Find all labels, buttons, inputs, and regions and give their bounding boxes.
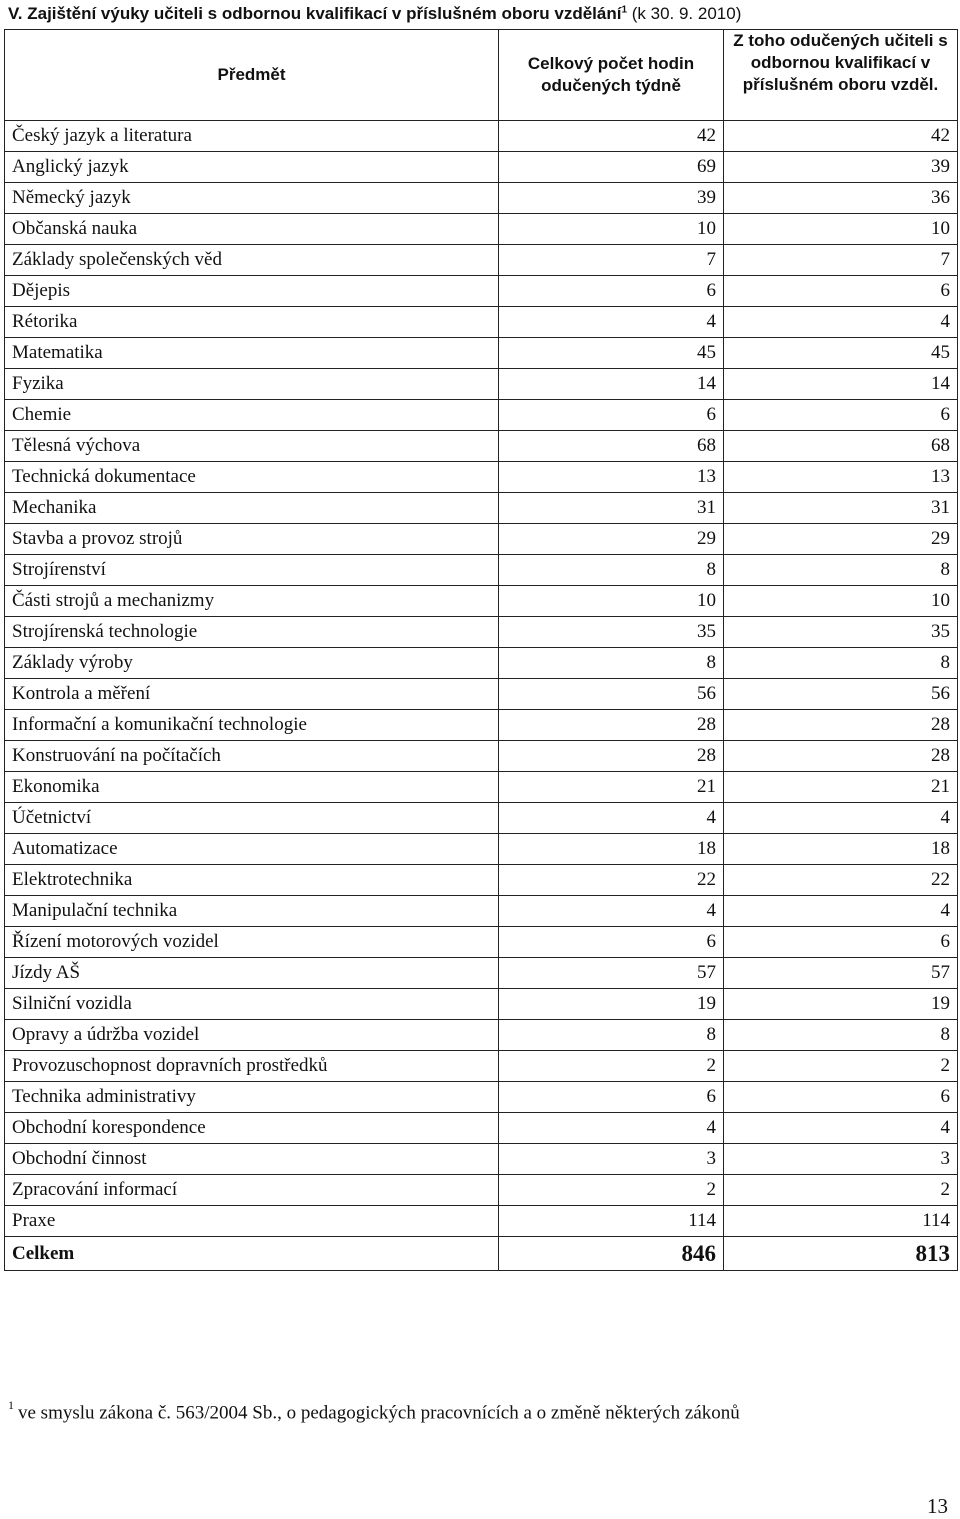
total-hours-cell: 6 [499, 1082, 724, 1113]
subject-cell: Tělesná výchova [5, 431, 499, 462]
subject-cell: Německý jazyk [5, 183, 499, 214]
table-row [5, 276, 958, 307]
qualified-hours-cell: 28 [724, 710, 958, 741]
qualified-hours-cell: 6 [724, 276, 958, 307]
qualified-hours-cell: 2 [724, 1175, 958, 1206]
table-row [5, 524, 958, 555]
subject-cell: Matematika [5, 338, 499, 369]
table-row [5, 989, 958, 1020]
subject-cell: Anglický jazyk [5, 152, 499, 183]
total-hours-cell: 56 [499, 679, 724, 710]
total-hours-cell: 114 [499, 1206, 724, 1237]
table-row [5, 1113, 958, 1144]
qualified-hours-cell: 39 [724, 152, 958, 183]
qualified-hours-cell: 35 [724, 617, 958, 648]
table-row [5, 431, 958, 462]
qualified-hours-cell: 22 [724, 865, 958, 896]
total-hours-cell: 13 [499, 462, 724, 493]
total-hours-cell: 28 [499, 710, 724, 741]
subject-cell: Konstruování na počítačích [5, 741, 499, 772]
total-hours-cell: 6 [499, 276, 724, 307]
total-hours-cell: 4 [499, 896, 724, 927]
subject-cell: Jízdy AŠ [5, 958, 499, 989]
table-row [5, 462, 958, 493]
total-hours-cell: 8 [499, 648, 724, 679]
qualified-hours-cell: 4 [724, 896, 958, 927]
table-row [5, 369, 958, 400]
table-row [5, 741, 958, 772]
table-row [5, 555, 958, 586]
total-hours-cell: 22 [499, 865, 724, 896]
total-hours-cell: 19 [499, 989, 724, 1020]
table-row [5, 648, 958, 679]
subject-cell: Části strojů a mechanizmy [5, 586, 499, 617]
teaching-qualification-table [4, 29, 958, 1271]
footnote-mark: 1 [8, 1398, 14, 1412]
table-row [5, 586, 958, 617]
subject-cell: Dějepis [5, 276, 499, 307]
heading-footnote-mark: 1 [621, 4, 628, 16]
qualified-hours-cell: 29 [724, 524, 958, 555]
table-total-row [5, 1237, 958, 1271]
heading-text: V. Zajištění výuky učiteli s odbornou kvalifikací v příslušném oboru vzdělání [8, 4, 622, 23]
qualified-hours-cell: 4 [724, 307, 958, 338]
page-number: 13 [927, 1494, 948, 1518]
table-row [5, 152, 958, 183]
qualified-hours-cell: 114 [724, 1206, 958, 1237]
subject-cell: Základy výroby [5, 648, 499, 679]
table-row [5, 245, 958, 276]
qualified-hours-cell: 3 [724, 1144, 958, 1175]
subject-cell: Občanská nauka [5, 214, 499, 245]
total-hours-cell: 69 [499, 152, 724, 183]
total-hours-cell: 6 [499, 400, 724, 431]
table-row [5, 679, 958, 710]
total-hours-cell: 68 [499, 431, 724, 462]
qualified-hours-cell: 21 [724, 772, 958, 803]
qualified-hours-cell: 6 [724, 927, 958, 958]
total-hours-cell: 2 [499, 1175, 724, 1206]
subject-cell: Elektrotechnika [5, 865, 499, 896]
table-row [5, 307, 958, 338]
table-row [5, 834, 958, 865]
table-row [5, 865, 958, 896]
table-row [5, 1051, 958, 1082]
table-row [5, 1020, 958, 1051]
total-hours-cell: 21 [499, 772, 724, 803]
subject-cell: Český jazyk a literatura [5, 121, 499, 152]
table-row [5, 803, 958, 834]
total-hours-cell: 6 [499, 927, 724, 958]
table-row [5, 896, 958, 927]
total-hours-cell: 57 [499, 958, 724, 989]
total-hours-cell: 3 [499, 1144, 724, 1175]
subject-cell: Strojírenská technologie [5, 617, 499, 648]
subject-cell: Informační a komunikační technologie [5, 710, 499, 741]
subject-cell: Mechanika [5, 493, 499, 524]
qualified-hours-cell: 10 [724, 586, 958, 617]
qualified-hours-cell: 813 [724, 1237, 958, 1271]
table-row [5, 772, 958, 803]
qualified-hours-cell: 45 [724, 338, 958, 369]
subject-cell: Automatizace [5, 834, 499, 865]
table-row [5, 214, 958, 245]
subject-cell: Manipulační technika [5, 896, 499, 927]
subject-cell: Opravy a údržba vozidel [5, 1020, 499, 1051]
table-row [5, 121, 958, 152]
total-hours-cell: 18 [499, 834, 724, 865]
table-row [5, 1206, 958, 1237]
subject-cell: Strojírenství [5, 555, 499, 586]
subject-cell: Rétorika [5, 307, 499, 338]
total-hours-cell: 35 [499, 617, 724, 648]
subject-cell: Obchodní činnost [5, 1144, 499, 1175]
qualified-hours-cell: 13 [724, 462, 958, 493]
total-hours-cell: 846 [499, 1237, 724, 1271]
qualified-hours-cell: 8 [724, 1020, 958, 1051]
qualified-hours-cell: 14 [724, 369, 958, 400]
total-hours-cell: 28 [499, 741, 724, 772]
subject-cell: Praxe [5, 1206, 499, 1237]
section-heading [8, 4, 741, 24]
header-qualified-hours: Z toho odučených učiteli s odbornou kvalifikací v příslušném oboru vzděl. [724, 30, 958, 121]
table-row [5, 927, 958, 958]
subject-cell: Kontrola a měření [5, 679, 499, 710]
subject-cell: Provozuschopnost dopravních prostředků [5, 1051, 499, 1082]
total-hours-cell: 8 [499, 555, 724, 586]
subject-cell: Stavba a provoz strojů [5, 524, 499, 555]
subject-cell: Řízení motorových vozidel [5, 927, 499, 958]
footnote [8, 1400, 740, 1424]
qualified-hours-cell: 42 [724, 121, 958, 152]
subject-cell: Ekonomika [5, 772, 499, 803]
total-hours-cell: 4 [499, 1113, 724, 1144]
qualified-hours-cell: 36 [724, 183, 958, 214]
subject-cell: Účetnictví [5, 803, 499, 834]
total-hours-cell: 45 [499, 338, 724, 369]
subject-cell: Zpracování informací [5, 1175, 499, 1206]
total-hours-cell: 39 [499, 183, 724, 214]
heading-date: (k 30. 9. 2010) [627, 4, 742, 23]
qualified-hours-cell: 2 [724, 1051, 958, 1082]
table-body [5, 121, 958, 1271]
qualified-hours-cell: 19 [724, 989, 958, 1020]
table-row [5, 400, 958, 431]
subject-cell: Silniční vozidla [5, 989, 499, 1020]
qualified-hours-cell: 10 [724, 214, 958, 245]
subject-cell: Základy společenských věd [5, 245, 499, 276]
subject-cell: Technika administrativy [5, 1082, 499, 1113]
qualified-hours-cell: 57 [724, 958, 958, 989]
table-row [5, 183, 958, 214]
table-row [5, 958, 958, 989]
header-total-hours: Celkový počet hodin odučených týdně [499, 30, 724, 121]
total-hours-cell: 4 [499, 803, 724, 834]
total-hours-cell: 7 [499, 245, 724, 276]
qualified-hours-cell: 56 [724, 679, 958, 710]
header-subject: Předmět [5, 30, 499, 121]
total-hours-cell: 10 [499, 586, 724, 617]
qualified-hours-cell: 31 [724, 493, 958, 524]
qualified-hours-cell: 6 [724, 1082, 958, 1113]
table-row [5, 493, 958, 524]
table-row [5, 338, 958, 369]
subject-cell: Fyzika [5, 369, 499, 400]
qualified-hours-cell: 8 [724, 648, 958, 679]
subject-cell: Celkem [5, 1237, 499, 1271]
total-hours-cell: 10 [499, 214, 724, 245]
total-hours-cell: 31 [499, 493, 724, 524]
table-row [5, 710, 958, 741]
total-hours-cell: 8 [499, 1020, 724, 1051]
qualified-hours-cell: 28 [724, 741, 958, 772]
total-hours-cell: 29 [499, 524, 724, 555]
qualified-hours-cell: 68 [724, 431, 958, 462]
subject-cell: Obchodní korespondence [5, 1113, 499, 1144]
table-row [5, 1175, 958, 1206]
qualified-hours-cell: 4 [724, 1113, 958, 1144]
qualified-hours-cell: 4 [724, 803, 958, 834]
qualified-hours-cell: 8 [724, 555, 958, 586]
subject-cell: Technická dokumentace [5, 462, 499, 493]
total-hours-cell: 2 [499, 1051, 724, 1082]
table-row [5, 1144, 958, 1175]
footnote-text: ve smyslu zákona č. 563/2004 Sb., o pedagogických pracovnících a o změně některých zákonů [18, 1402, 740, 1424]
total-hours-cell: 42 [499, 121, 724, 152]
table-header-row [5, 30, 958, 121]
qualified-hours-cell: 18 [724, 834, 958, 865]
table-row [5, 1082, 958, 1113]
qualified-hours-cell: 7 [724, 245, 958, 276]
qualified-hours-cell: 6 [724, 400, 958, 431]
table-row [5, 617, 958, 648]
total-hours-cell: 4 [499, 307, 724, 338]
total-hours-cell: 14 [499, 369, 724, 400]
subject-cell: Chemie [5, 400, 499, 431]
